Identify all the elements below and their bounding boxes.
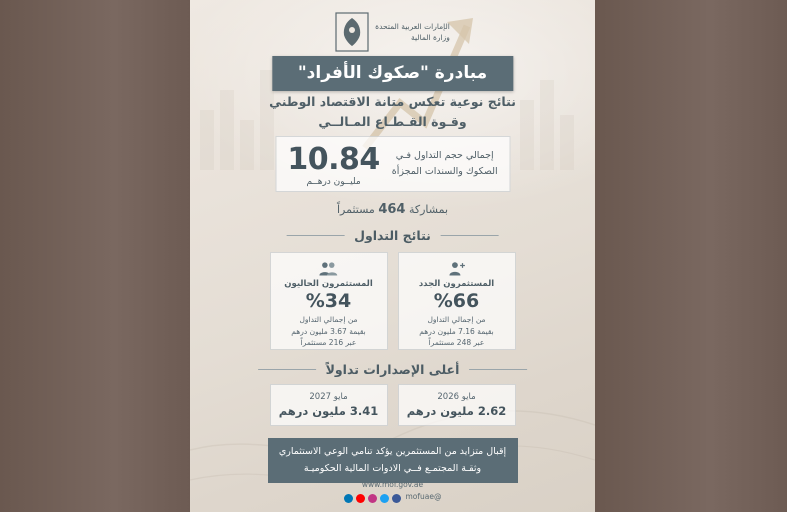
- left-background-band: [0, 0, 190, 512]
- youtube-icon[interactable]: [356, 494, 365, 503]
- website-url[interactable]: www.mof.gov.ae: [361, 479, 424, 489]
- footer-meta: [190, 479, 595, 505]
- subtitle-line-1: نتائج نوعية تعكس متانة الاقتصاد الوطني: [269, 94, 516, 109]
- facebook-icon[interactable]: [392, 494, 401, 503]
- instagram-icon[interactable]: [368, 494, 377, 503]
- issuance-card-2027: [270, 384, 388, 426]
- issuance-card-2027-date: مايو 2027: [309, 392, 348, 402]
- footer-statement: [268, 438, 518, 483]
- current-investors-icon: [318, 261, 339, 276]
- total-label-line-2: الصكوك والسندات المجزأة: [391, 166, 498, 177]
- ministry-logo: [190, 12, 595, 52]
- new-sub-line-3: عبر 248 مستثمراً: [428, 338, 485, 348]
- total-trading-value: 10.84: [287, 141, 380, 177]
- footer-statement-line-1: إقبال متزايد من المستثمرين يؤكد تنامي الوعي الاستثماري: [278, 446, 507, 457]
- section-rule-left: [441, 235, 499, 236]
- linkedin-icon[interactable]: [344, 494, 353, 503]
- social-icons: [344, 494, 401, 503]
- poster-subtitle: [190, 92, 595, 132]
- investor-card-new-title: المستثمرون الجدد: [418, 279, 495, 290]
- issuance-card-2026-value: 2.62 مليون درهم: [406, 404, 507, 418]
- new-sub-line-1: من إجمالي التداول: [427, 315, 486, 325]
- section-title-top-issuances: أعلى الإصدارات تداولاً: [325, 362, 460, 377]
- poster-title: مبادرة "صكوك الأفراد": [272, 56, 513, 91]
- infographic-poster: [190, 0, 595, 512]
- issuance-card-2026-date: مايو 2026: [437, 392, 476, 402]
- issuances-rule-left: [469, 369, 527, 370]
- total-trading-label: [392, 148, 498, 179]
- twitter-icon[interactable]: [380, 494, 389, 503]
- subtitle-line-2: وقـوة القـطـاع المـالــي: [318, 114, 467, 129]
- right-background-band: [595, 0, 787, 512]
- investor-card-current: [270, 252, 388, 350]
- issuance-cards-row: [270, 384, 516, 426]
- investor-card-new-details: [419, 314, 493, 349]
- investor-card-new: [398, 252, 516, 350]
- participants-count: 464: [378, 202, 406, 217]
- investor-cards-row: [270, 252, 516, 350]
- logo-country-label: الإمارات العربية المتحدة: [375, 22, 450, 32]
- total-trading-card: [275, 136, 510, 192]
- issuance-card-2027-value: 3.41 مليون درهم: [278, 404, 379, 418]
- section-header-top-issuances: [258, 362, 528, 377]
- investor-card-current-percent: %34: [305, 290, 352, 313]
- footer-statement-line-2: وثقـة المجتمـع فــي الادوات المالية الحكوميـة: [303, 462, 482, 474]
- current-sub-line-2: بقيمة 3.67 مليون درهم: [291, 326, 366, 336]
- social-handle: @mofuae: [405, 492, 442, 502]
- uae-falcon-emblem-icon: [335, 12, 369, 52]
- investor-card-new-percent: %66: [433, 290, 480, 313]
- participants-suffix: مستثمراً: [336, 203, 375, 216]
- issuances-rule-right: [258, 369, 316, 370]
- section-title-trading-results: نتائج التداول: [354, 228, 431, 243]
- section-rule-right: [286, 235, 344, 236]
- investor-card-current-details: [291, 314, 365, 349]
- new-investors-icon: [446, 261, 467, 276]
- issuance-card-2026: [398, 384, 516, 426]
- participants-prefix: بمشاركة: [408, 203, 449, 216]
- logo-ministry-label: وزارة المالية: [411, 32, 450, 42]
- investor-card-current-title: المستثمرون الحاليون: [284, 279, 373, 290]
- section-header-trading-results: [286, 228, 499, 243]
- current-sub-line-1: من إجمالي التداول: [299, 315, 358, 325]
- current-sub-line-3: عبر 216 مستثمراً: [300, 338, 357, 348]
- total-label-line-1: إجمالي حجم التداول فـي: [395, 150, 494, 162]
- new-sub-line-2: بقيمة 7.16 مليون درهم: [419, 326, 494, 336]
- participants-line: [190, 202, 595, 217]
- total-trading-unit: مليــون درهــم: [306, 176, 361, 187]
- social-handle-row: [190, 491, 595, 504]
